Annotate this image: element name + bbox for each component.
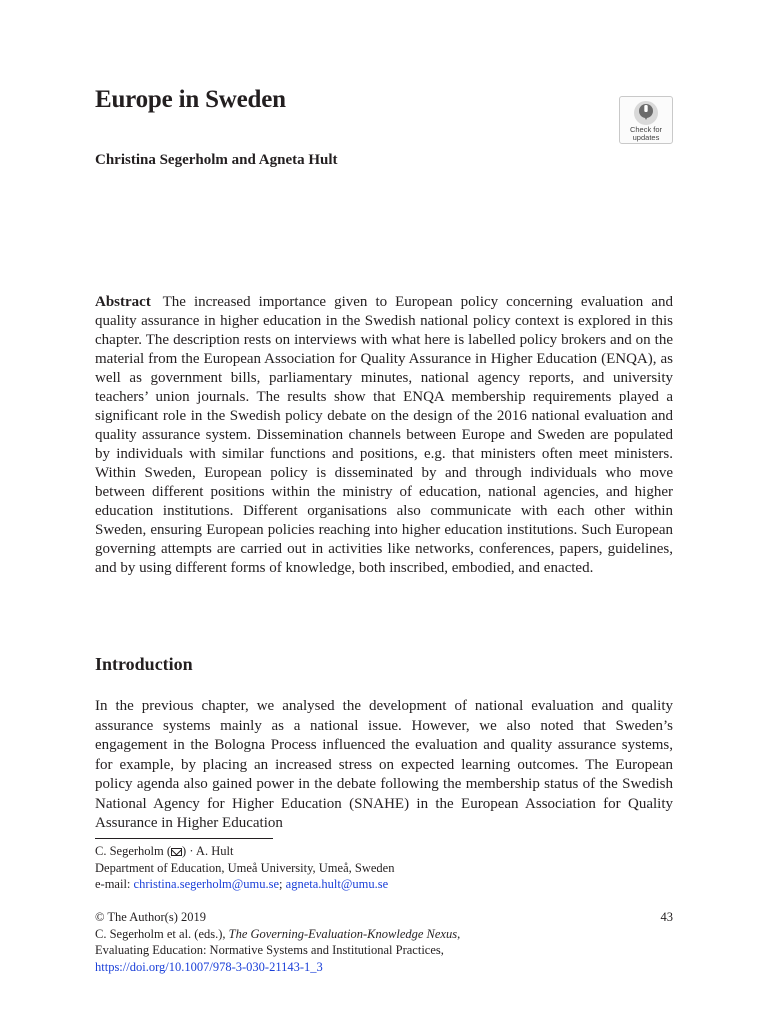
- abstract: [95, 293, 673, 578]
- envelope-icon: [171, 848, 182, 856]
- badge-label-line2: updates: [632, 133, 660, 142]
- page-number: 43: [660, 910, 673, 924]
- check-for-updates-icon: [633, 100, 659, 126]
- badge-label-line1: Check for: [629, 125, 663, 134]
- footnote-affiliation: Department of Education, Umeå University, Umeå, Sweden: [95, 860, 395, 875]
- author-footnote: [95, 843, 673, 893]
- email-separator: ;: [279, 877, 286, 891]
- footnote-email-line: [95, 876, 673, 893]
- email-label: e-mail:: [95, 877, 134, 891]
- footnote-author1: C. Segerholm (: [95, 844, 172, 858]
- citation-prefix: C. Segerholm et al. (eds.),: [95, 926, 229, 941]
- series-line: Evaluating Education: Normative Systems and Institutional Practices,: [95, 943, 444, 957]
- citation-line: [95, 926, 673, 943]
- email-link-hult[interactable]: agneta.hult@umu.se: [285, 877, 389, 891]
- chapter-authors: Christina Segerholm and Agneta Hult: [95, 152, 338, 168]
- email-link-segerholm[interactable]: christina.segerholm@umu.se: [133, 877, 280, 891]
- copyright-line: © The Author(s) 2019: [95, 910, 206, 924]
- abstract-label: Abstract: [95, 294, 151, 310]
- introduction-heading: Introduction: [95, 654, 193, 674]
- footnote-divider: [95, 838, 273, 839]
- copyright-block: [95, 909, 673, 975]
- footnote-author2: ) · A. Hult: [182, 844, 234, 858]
- chapter-title: Europe in Sweden: [95, 86, 286, 113]
- check-for-updates-badge[interactable]: [619, 96, 673, 144]
- doi-line: [95, 959, 673, 976]
- introduction-text: In the previous chapter, we analysed the development of national evaluation and quality assurance systems mainly as a national issue. However, we also noted that Sweden’s engagement in the Bologna Process influenced the evaluation and quality assurance systems, for example, by placing an increased stress on expected learning outcomes. The European policy agenda also gained power in the debate following the membership status of the Swedish National Agency for Higher Education (SNAHE) in the European Association for Quality Assurance in Higher Education: [95, 698, 673, 831]
- footnote-authors-line: [95, 843, 673, 860]
- book-title: The Governing-Evaluation-Knowledge Nexus: [228, 926, 458, 941]
- citation-suffix: ,: [457, 926, 461, 941]
- abstract-text: The increased importance given to European policy concerning evaluation and quality assurance in higher education in the Swedish national policy context is explored in this chapter. The description rests on interviews with what here is labelled policy brokers and on the material from the European Association for Quality Assurance in Higher Education (ENQA), as well as government bills, parliamentary minutes, national agency reports, and university teachers’ union journals. The results show that ENQA membership requirements played a significant role in the Swedish policy debate on the design of the 2016 national evaluation and quality assurance system. Dissemination channels between Europe and Sweden are populated by individuals with similar functions and positions, e.g. that ministers often meet ministers. Within Sweden, European policy is disseminated by and through individuals who move between different positions within the ministry of education, national agencies, and higher education institutions. Different organisations also communicate with each other within Sweden, ensuring European policies reaching into higher education institutions. Such European governing attempts are carried out in activities like networks, conferences, papers, guidelines, and by using different forms of knowledge, both inscribed, embodied, and enacted.: [95, 294, 673, 576]
- doi-link[interactable]: https://doi.org/10.1007/978-3-030-21143-1_3: [95, 959, 323, 974]
